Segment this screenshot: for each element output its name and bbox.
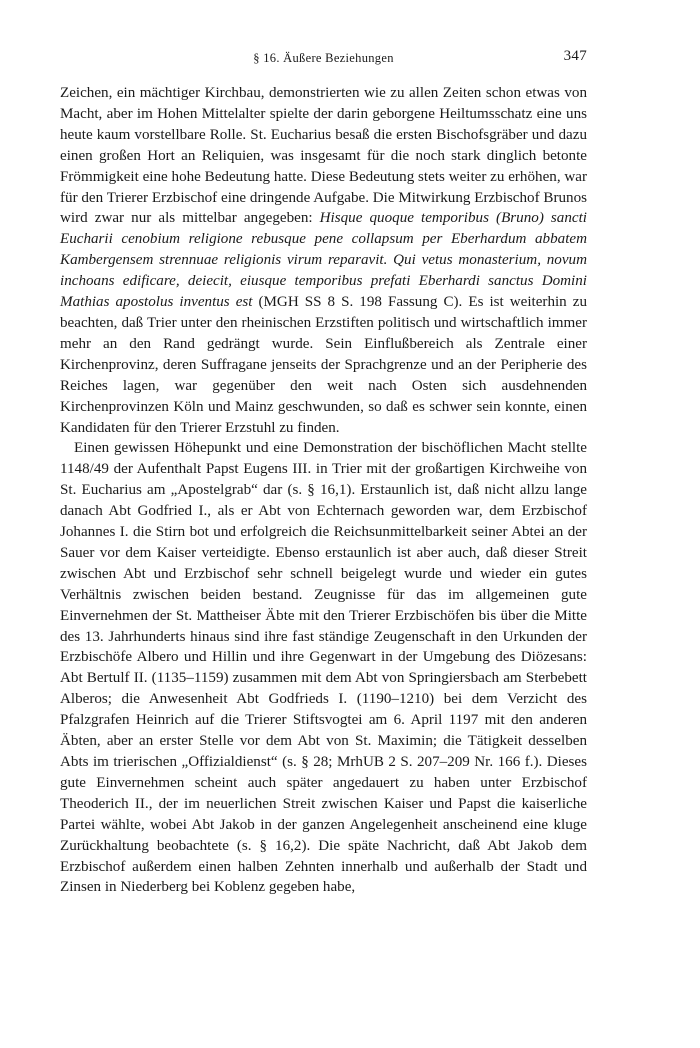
paragraph-1-text-b: (MGH SS 8 S. 198 Fassung C). Es ist weiterhin zu beachten, daß Trier unter den rheinischen Erzstiften politisch und wirtschaftlich immer mehr an den Rand gedrängt wurde. Sein Einflußbereich als Zentrale einer Kirchenprovinz, deren Suffragane jenseits der Sprachgrenze und an der Peripherie des Reiches lagen, war gegenüber den weit nach Osten sich ausdehnenden Kirchenprovinzen Köln und Mainz geschwunden, so daß es schwer sein konnte, einen Kandidaten für den Trierer Erzstuhl zu finden. — [60, 294, 587, 436]
paragraph-1 — [60, 83, 587, 438]
running-head — [60, 48, 587, 68]
paragraph-2: Einen gewissen Höhepunkt und eine Demonstration der bischöflichen Macht stellte 1148/49 der Aufenthalt Papst Eugens III. in Trier mit der großartigen Kirchweihe von St. Eucharius am „Apostelgrab“ dar (s. § 16,1). Erstaunlich ist, daß nicht allzu lange danach Abt Godfried I., als er Abt von Echternach geworden war, dem Erzbischof Johannes I. die Stirn bot und erfolgreich die Reichsunmittelbarkeit seiner Abtei an der Sauer vor dem Kaiser verteidigte. Ebenso erstaunlich ist aber auch, daß dieser Streit zwischen Abt und Erzbischof sehr schnell beigelegt wurde und wieder ein gutes Verhältnis zwischen beiden bestand. Zeugnisse für das im allgemeinen gute Einvernehmen der St. Mattheiser Äbte mit den Trierer Erzbischöfen bis über die Mitte des 13. Jahrhunderts hinaus sind ihre fast ständige Zeugenschaft in den Urkunden der Erzbischöfe Albero und Hillin und ihre Gegenwart in der Umgebung des Diözesans: Abt Bertulf II. (1135–1159) zusammen mit dem Abt von Springiersbach am Sterbebett Alberos; die Anwesenheit Abt Godfrieds I. (1190–1210) bei dem Verzicht des Pfalzgrafen Heinrich auf die Trierer Stiftsvogtei am 6. April 1197 mit den anderen Äbten, aber an erster Stelle vor dem Abt von St. Maximin; die Tätigkeit desselben Abts im trierischen „Offizialdienst“ (s. § 28; MrhUB 2 S. 207–209 Nr. 166 f.). Dieses gute Einvernehmen scheint auch später angedauert zu haben unter Erzbischof Theoderich II., der im neuerlichen Streit zwischen Kaiser und Papst die kaiserliche Partei wählte, wobei Abt Jakob in der ganzen Angelegenheit anscheinend eine kluge Zurückhaltung beobachtete (s. § 16,2). Die späte Nachricht, daß Abt Jakob dem Erzbischof außerdem einen halben Zehnten innerhalb und außerhalb der Stadt und Zinsen in Niederberg bei Koblenz gegeben habe, — [60, 440, 587, 896]
paragraph-1-text-a: Zeichen, ein mächtiger Kirchbau, demonstrierten wie zu allen Zeiten schon etwas von Macht, aber im Hohen Mittelalter spielte der darin geborgene Heiltumsschatz eine uns heute kaum vorstellbare Rolle. St. Eucharius besaß die ersten Bischofsgräber und dazu einen großen Hort an Reliquien, was insgesamt für die noch stark dinglich betonte Frömmigkeit eine hohe Bedeutung hatte. Diese Bedeutung stets weiter zu erhöhen, war für den Trierer Erzbischof eine dringende Aufgabe. Die Mitwirkung Erzbischof Brunos wird zwar nur als mittelbar angegeben: — [60, 85, 587, 227]
running-title: § 16. Äußere Beziehungen — [253, 51, 394, 65]
body-text — [60, 83, 587, 898]
page-number: 347 — [563, 48, 587, 64]
latin-quotation: Hisque quoque temporibus (Bruno) sancti Eucharii cenobium religione rebusque pene collapsum per Eberhardum abbatem Kambergensem strennuae religionis virum reparavit. Qui vetus monasterium, novum inchoans edificare, deiecit, eiusque temporibus prefati Eberhardi sanctus Domini Mathias apostolus inventus est — [60, 210, 587, 311]
